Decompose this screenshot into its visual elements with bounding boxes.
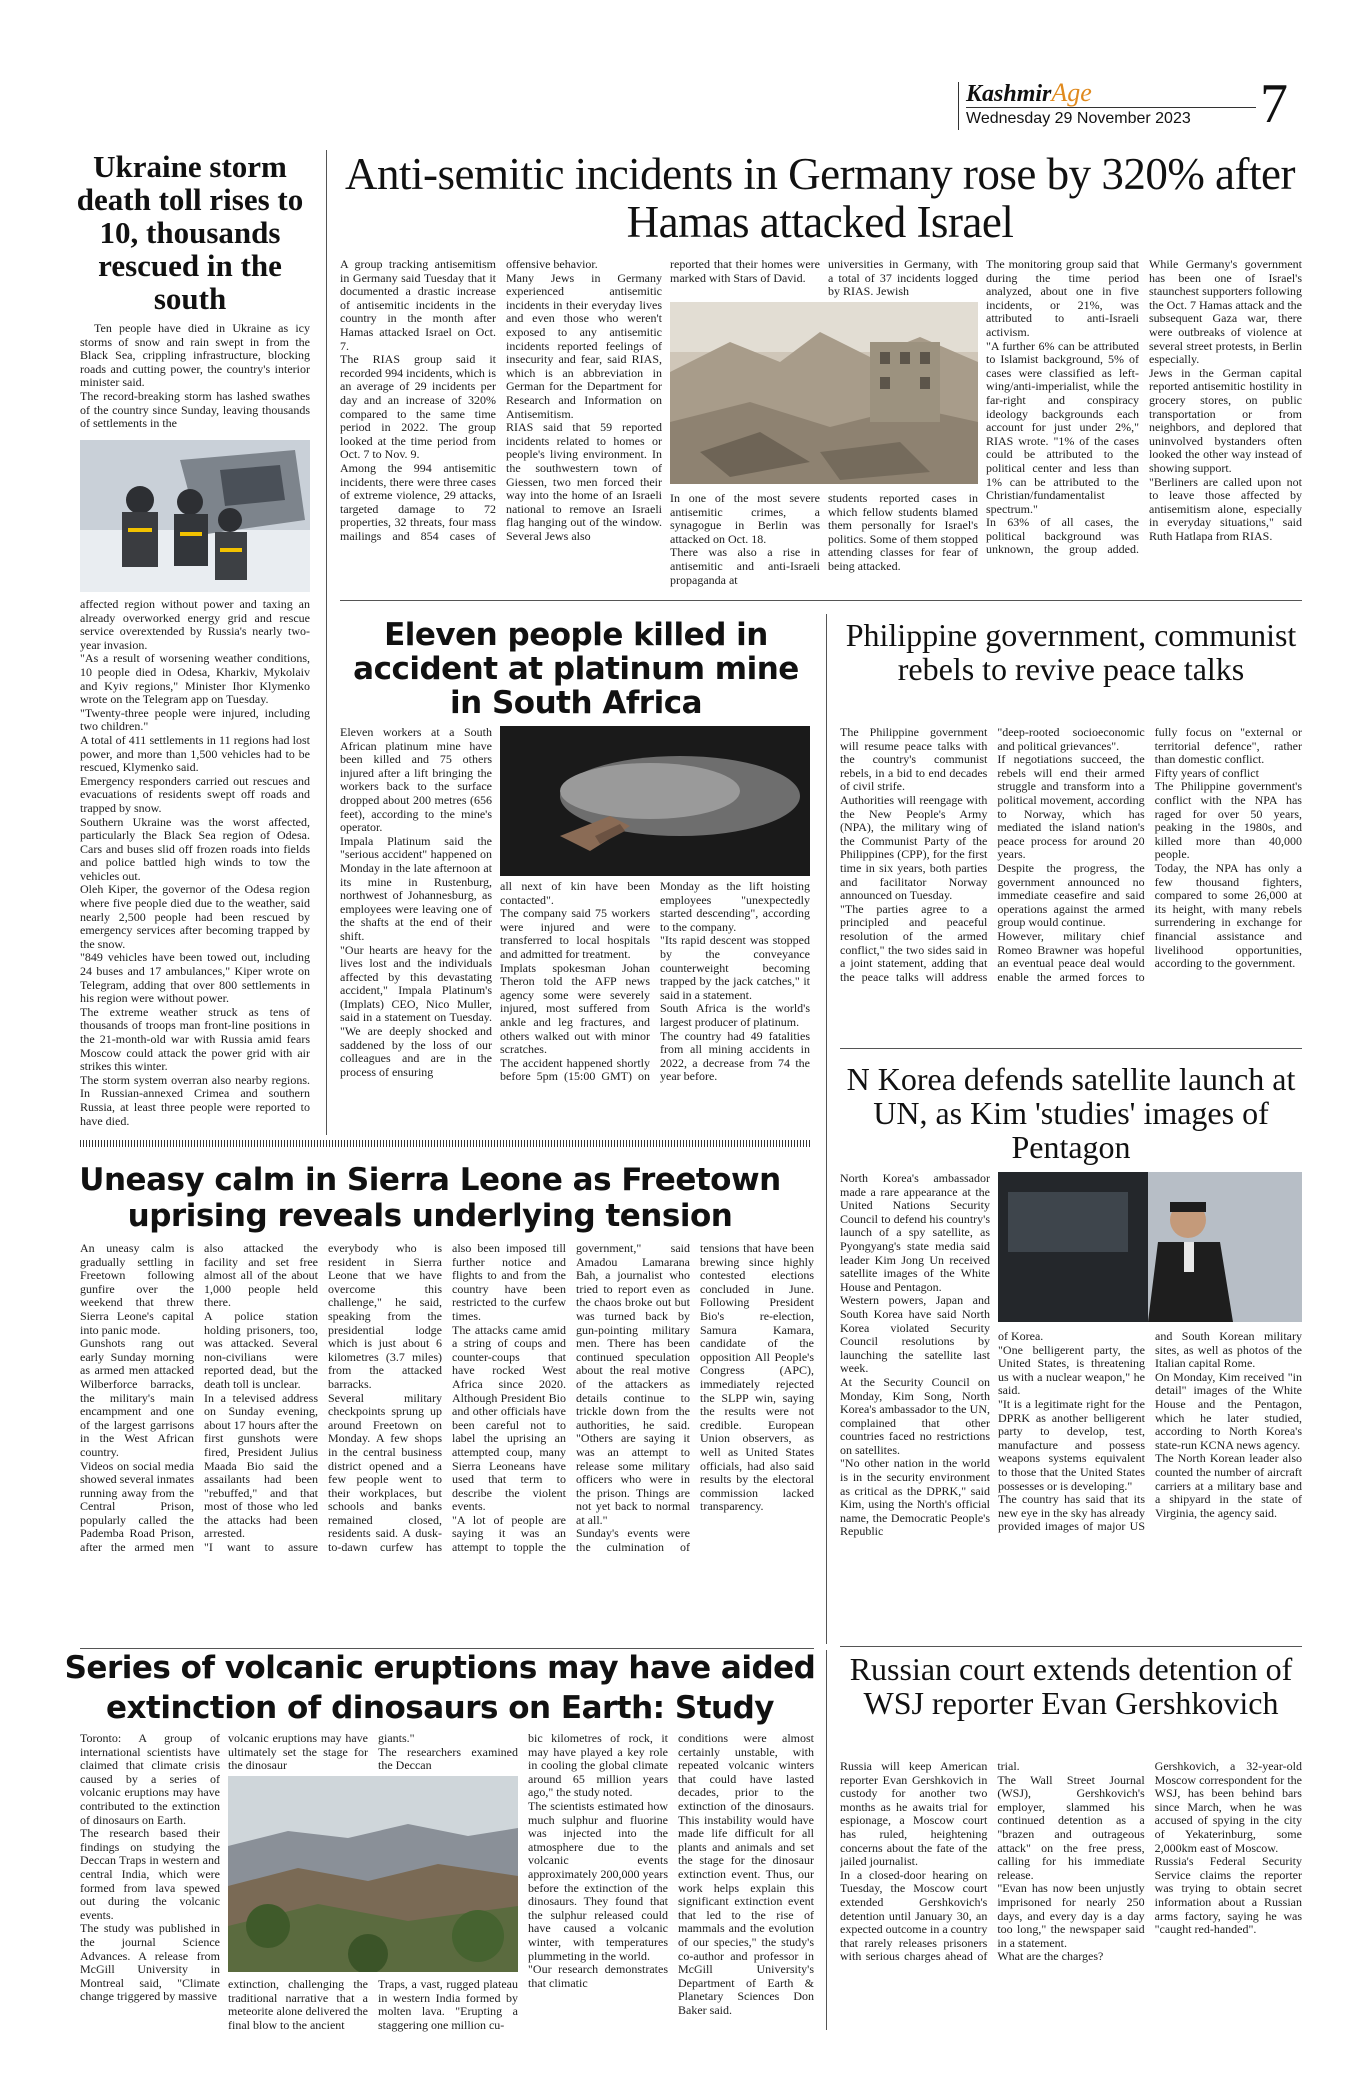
germany-body-mid2-bottom-text: students reported cases in which fellow students blamed them personally for Israel's politics. Some of them stopped attending classes for fear of being attacked. xyxy=(828,492,978,573)
philippine-bottom-rule xyxy=(840,1048,1302,1049)
russia-body-text: Russia will keep American reporter Evan Gershkovich in custody for another two months as he awaits trial for espionage, a Moscow court has ruled, heightening concerns about the fate of the jailed journalist. In a closed-door hearing on Tuesday, the Moscow court extended Gershkovich's detention until January 30, an expected outcome in a country that rarely releases prisoners with serious charges ahead of trial. The Wall Street Journal (WSJ), Gershkovich's employer, slammed his continued detention as a "brazen and outrageous attack" on the free press, calling for his immediate release. "Evan has now been unjustly imprisoned for nearly 250 days, and every day is a day too long," the newspaper said in a statement. What are the charges? Gershkovich, a 32-year-old Moscow correspondent for the WSJ, has been behind bars since March, when he was accused of spying in the city of Yekaterinburg, some 2,000km east of Moscow. Russia's Federal Security Service claims the reporter was trying to obtain secret information about a Russian arms factory, saying he was "caught red-handed". xyxy=(840,1760,1302,1964)
platinum-photo xyxy=(500,726,810,876)
volcano-col2-bottom xyxy=(228,1978,368,2034)
volcano-photo xyxy=(228,1776,518,1972)
germany-bottom-rule xyxy=(340,600,1302,601)
nkorea-headline: N Korea defends satellite launch at UN, as Kim 'studies' images of Pentagon xyxy=(846,1061,1296,1165)
section-separator xyxy=(80,1140,812,1147)
germany-body-right-text: The monitoring group said that during the time period analyzed, about one in five incidents, or 21%, was attributed to anti-Israeli activism. "A further 6% can be attributed to Islamist background, 5% of cases were classified as left-wing/anti-imperialist, while the far-right and conspiracy ideology backgrounds each account for just under 2%," RIAS wrote. "1% of the cases could be attributed to the political center and less than 1% can be attributed to the Christian/fundamentalist spectrum." In 63% of all cases, the political background was unknown, the group added. While Germany's government has been one of Israel's staunchest supporters following the Oct. 7 Hamas attack and the subsequent Gaza war, there were outbreaks of violence at several street protests, in Berlin especially. Jews in the German capital reported antisemitic hostility in grocery stores, on public transportation or from neighbors, and deplored that uninvolved bystanders often looked the other way instead of showing support. "Berliners are called upon not to leave those affected by antisemitism alone, especially in everyday situations," said Ruth Hatlapa from RIAS. xyxy=(986,258,1302,557)
platinum-body-right-text: all next of kin have been contacted". The company said 75 workers were injured and were transferred to local hospitals and admitted for treatment. Implats spokesman Johan Theron told the AFP news agency some were severely injured, most suffered from ankle and leg fractures, and others walked out with minor scratches. The accident happened shortly before 5pm (15:00 GMT) on Monday as the lift hoisting employees "unexpectedly started descending", according to the company. "Its rapid descent was stopped by the conveyance counterweight becoming trapped by the jack catches," it said in a statement. South Africa is the world's largest producer of platinum. The country had 49 fatalities from all mining accidents in 2022, a decrease from 74 the year before. xyxy=(500,880,810,1084)
nkorea-lead xyxy=(840,1172,990,1644)
germany-body-mid-bottom-text: In one of the most severe antisemitic crimes, a synagogue in Berlin was attacked on Oct. 18. There was also a rise in antisemitic and anti-Israeli propaganda at xyxy=(670,492,820,587)
volcano-divider xyxy=(826,1650,827,2030)
brand-accent: Age xyxy=(1051,78,1092,107)
ukraine-divider xyxy=(326,150,327,1135)
germany-body-mid-bottom xyxy=(670,492,820,590)
germany-body-mid-top xyxy=(670,258,820,300)
volcano-col1-text: Toronto: A group of international scientists have claimed that climate crisis caused by a series of volcanic eruptions may have contributed to the extinction of dinosaurs on Earth. The research based their findings on studying the Deccan Traps in western and central India, which were formed from lava spewed out during the volcanic events. The study was published in the journal Science Advances. A release from McGill University in Montreal said, "Climate change triggered by massive xyxy=(80,1732,220,2004)
germany-body-mid2-bottom xyxy=(828,492,978,590)
volcano-col5 xyxy=(678,1732,814,2032)
ukraine-photo xyxy=(80,440,310,592)
volcano-col4 xyxy=(528,1732,668,2032)
ukraine-lead-text: Ten people have died in Ukraine as icy storms of snow and rain swept in from the Black Sea, crippling infrastructure, blocking roads and cutting power, the country's interior minister said. The record-breaking storm has lashed swathes of the country since Sunday, leaving thousands of settlements in the xyxy=(80,322,310,431)
volcano-col2-top xyxy=(228,1732,368,1774)
platinum-divider xyxy=(826,614,827,1644)
sierra-body xyxy=(80,1242,814,1638)
germany-photo xyxy=(670,302,978,484)
germany-headline: Anti-semitic incidents in Germany rose by 320% after Hamas attacked Israel xyxy=(345,149,1295,247)
volcano-col3-bottom xyxy=(378,1978,518,2034)
philippine-body-text: The Philippine government will resume peace talks with the country's communist rebels, in a bid to end decades of civil strife. Authorities will reengage with the New People's Army (NPA), the military wing of the Communist Party of the Philippines (CPP), for the first time in six years, both parties and facilitator Norway announced on Tuesday. "The parties agree to a principled and peaceful resolution of the armed conflict," the two sides said in a joint statement, adding that the peace talks will address "deep-rooted socioeconomic and political grievances". If negotiations succeed, the rebels will end their armed struggle and transform into a political movement, according to Norway, which has mediated the island nation's peace process for around 20 years. Despite the progress, the government announced no immediate ceasefire and said operations against the armed group would continue. However, military chief Romeo Brawner was hopeful an eventual peace deal would enable the armed forces to fully focus on "external or territorial defence", rather than domestic conflict. Fifty years of conflict The Philippine government's conflict with the NPA has raged for over 50 years, peaking in the 1980s, and killed more than 40,000 people. Today, the NPA has only a few thousand fighters, compared to some 26,000 at its height, with many rebels surrendering in exchange for financial assistance and livelihood opportunities, according to the government. xyxy=(840,726,1302,984)
volcano-col3-bottom-text: Traps, a vast, rugged plateau in western India formed by molten lava. "Erupting a staggering one million cu- xyxy=(378,1978,518,2032)
ukraine-body-text: affected region without power and taxing an already overworked energy grid and rescue service overextended by Russia's nearly two-year invasion. "As a result of worsening weather conditions, 10 people died in Odesa, Kharkiv, Mykolaiv and Kyiv regions," Minister Ihor Klymenko wrote on the Telegram app on Tuesday. "Twenty-three people were injured, including two children." A total of 411 settlements in 11 regions had lost power, and more than 1,500 vehicles had to be rescued, Klymenko said. Emergency responders carried out rescues and evacuations of residents swept off roads and trapped by snow. Southern Ukraine was the worst affected, particularly the Black Sea region of Odesa. Cars and buses slid off frozen roads into fields and police battled high winds to tow the vehicles out. Oleh Kiper, the governor of the Odesa region where five people died due to the weather, said nearly 2,500 people had been rescued by emergency services after becoming trapped by the snow. "849 vehicles have been towed out, including 24 buses and 17 ambulances," Kiper wrote on Telegram, adding that over 800 settlements in his region were without power. The extreme weather struck as tens of thousands of troops man front-line positions in the 21-month-old war with Russia amid fears Moscow could attack the power grid with air strikes this winter. The storm system overran also nearby regions. In Russian-annexed Crimea and southern Russia, at least three people were reported to have died. xyxy=(80,598,310,1128)
platinum-body-right xyxy=(500,880,810,1136)
platinum-body-left xyxy=(340,726,492,1136)
nkorea-body-text: of Korea. "One belligerent party, the United States, is threatening us with a nuclear weapon," he said. "It is a legitimate right for the DPRK as another belligerent party to develop, test, manufacture and possess weapons systems equivalent to those that the United States possesses or is developing." The country has said that its new eye in the sky has already provided images of major US and South Korean military sites, as well as photos of the Italian capital Rome. On Monday, Kim received "in detail" images of the White House and the Pentagon, which he later studied, according to North Korea's state-run KCNA news agency. The North Korean leader also counted the number of aircraft carriers at a military base and a shipyard in the state of Virginia, the agency said. xyxy=(998,1330,1302,1534)
philippine-headline: Philippine government, communist rebels to revive peace talks xyxy=(845,617,1297,687)
masthead-date-rule xyxy=(966,107,1256,108)
philippine-body xyxy=(840,726,1302,1032)
ukraine-headline: Ukraine storm death toll rises to 10, thousands rescued in the south xyxy=(76,149,304,316)
germany-body-mid2-top-text: universities in Germany, with a total of 37 incidents logged by RIAS. Jewish xyxy=(828,258,978,299)
platinum-body-left-text: Eleven workers at a South African platinum mine have been killed and 75 others injured after a lift bringing the workers back to the surface dropped about 200 metres (656 feet), according to the mine's operator. Impala Platinum said the "serious accident" happened on Monday in the late afternoon at its mine in Rustenburg, northwest of Johannesburg, as employees were leaving one of the shafts at the end of their shift. "Our hearts are heavy for the lives lost and the individuals affected by this devastating accident," Impala Platinum's (Implats) CEO, Nico Muller, said in a statement on Tuesday. "We are deeply shocked and saddened by the loss of our colleagues and are in the process of ensuring xyxy=(340,726,492,1079)
ukraine-body xyxy=(80,598,310,1138)
nkorea-lead-text: North Korea's ambassador made a rare appearance at the United Nations Security Council to defend his country's launch of a spy satellite, as Pyongyang's state media said leader Kim Jong Un received satellite images of the White House and Pentagon. Western powers, Japan and South Korea have said North Korea violated Security Council resolutions by launching the satellite last week. At the Security Council on Monday, Kim Song, North Korea's ambassador to the UN, complained that other countries faced no restrictions on satellites. "No other nation in the world is in the security environment as critical as the DPRK," said Kim, using the North's official name, the Democratic People's Republic xyxy=(840,1172,990,1539)
russia-headline: Russian court extends detention of WSJ reporter Evan Gershkovich xyxy=(849,1651,1293,1721)
volcano-col2-bottom-text: extinction, challenging the traditional narrative that a meteorite alone delivered the final blow to the ancient xyxy=(228,1978,368,2032)
masthead-rule-left xyxy=(958,82,959,130)
page-number: 7 xyxy=(1260,73,1288,135)
volcano-col1 xyxy=(80,1732,220,2032)
nkorea-body xyxy=(998,1330,1302,1644)
brand-logo xyxy=(966,80,1092,107)
volcano-col5-text: conditions were almost certainly unstable, with repeated volcanic winters that could have lasted decades, prior to the extinction of the dinosaurs. This instability would have made life difficult for all plants and animals and set the stage for the dinosaur extinction event. Thus, our work helps explain this significant extinction event that led to the rise of mammals and the evolution of our species," the study's co-author and professor in McGill University's Department of Earth & Planetary Sciences Don Baker said. xyxy=(678,1732,814,2017)
volcano-col3-top xyxy=(378,1732,518,1774)
issue-date: Wednesday 29 November 2023 xyxy=(966,110,1191,127)
masthead xyxy=(958,73,1348,135)
volcano-col2-top-text: volcanic eruptions may have ultimately set the stage for the dinosaur xyxy=(228,1732,368,1773)
germany-body-mid-top-text: reported that their homes were marked with Stars of David. xyxy=(670,258,820,285)
germany-body-left-text: A group tracking antisemitism in Germany said Tuesday that it documented a drastic increase of antisemitic incidents in the country in the month after Hamas attacked Israel on Oct. 7. The RIAS group said it recorded 994 incidents, which is an average of 29 incidents per day and an increase of 320% compared to the same time period in 2022. The group looked at the time period from Oct. 7 to Nov. 9. Among the 994 antisemitic incidents, there were three cases of extreme violence, 29 attacks, targeted damage to 72 properties, 32 threats, four mass mailings and 854 cases of offensive behavior. Many Jews in Germany experienced antisemitic incidents in their everyday lives and even those who weren't exposed to any antisemitic incidents reported feelings of insecurity and fear, said RIAS, which is an abbreviation in German for the Department for Research and Information on Antisemitism. RIAS said that 59 reported incidents related to homes or people's living environment. In the southwestern town of Giessen, two men forced their way into the home of an Israeli national to remove an Israeli flag hanging out of the window. Several Jews also xyxy=(340,258,662,543)
sierra-body-text: An uneasy calm is gradually settling in Freetown following gunfire over the weekend that threw Sierra Leone's capital into panic mode. Gunshots rang out early Sunday morning as armed men attacked Wilberforce barracks, the military's main encampment and one of the largest garrisons in the West African country. Videos on social media showed several inmates running away from the Central Prison, popularly called the Pademba Road Prison, after the armed men also attacked the facility and set free almost all of the about 1,000 people held there. A police station holding prisoners, too, was attacked. Several non-civilians were reported dead, but the death toll is unclear. In a televised address on Sunday evening, about 17 hours after the first gunshots were fired, President Julius Maada Bio said the assailants had been "rebuffed," and that most of those who led the attacks had been arrested. "I want to assure everybody who is resident in Sierra Leone that we have overcome this challenge," he said, speaking from the presidential lodge which is just about 6 kilometres (3.7 miles) from the attacked barracks. Several military checkpoints sprung up around Freetown on Monday. A few shops in the central business district opened and a few people went to their workplaces, but schools and banks remained closed, residents said. A dusk-to-dawn curfew has also been imposed till further notice and flights to and from the country have been restricted to the curfew times. The attacks came amid a string of coups and counter-coups that have rocked West Africa since 2020. Although President Bio and other officials have been careful not to label the uprising an attempted coup, many Sierra Leoneans have used that term to describe the violent events. "A lot of people are saying it was an attempt to topple the government," said Amadou Lamarana Bah, a journalist who tried to report even as the chaos broke out but was turned back by gun-pointing military men. There has been continued speculation about the real motive of the attackers as details continue to trickle down from the authorities, he said. "Others are saying it was an attempt to release some military officers who were in the prison. Things are not yet back to normal at all." Sunday's events were the culmination of tensions that have been brewing since highly contested elections concluded in June. Following President Bio's re-election, Samura Kamara, candidate of the opposition All People's Congress (APC), immediately rejected the SLPP win, saying the results were not credible. European Union observers, as well as United States officials, had also said results by the electoral commission lacked transparency. xyxy=(80,1242,814,1555)
ukraine-lead xyxy=(80,322,310,440)
platinum-headline: Eleven people killed in accident at platinum mine in South Africa xyxy=(353,617,799,721)
volcano-col3-top-text: giants." The researchers examined the Deccan xyxy=(378,1732,518,1773)
russia-body xyxy=(840,1760,1302,2030)
sierra-headline: Uneasy calm in Sierra Leone as Freetown uprising reveals underlying tension xyxy=(79,1162,781,1234)
germany-body-right xyxy=(986,258,1302,590)
nkorea-photo xyxy=(998,1172,1302,1322)
brand-main: Kashmir xyxy=(966,81,1052,107)
volcano-col4-text: bic kilometres of rock, it may have played a key role in cooling the global climate around 65 million years ago," the study noted. The scientists estimated how much sulphur and fluorine was injected into the atmosphere due to the volcanic events approximately 200,000 years before the extinction of the dinosaurs. They found that the sulphur released could have caused a volcanic winter, with temperatures plummeting in the world. "Our research demonstrates that climatic xyxy=(528,1732,668,1990)
germany-body-left xyxy=(340,258,662,590)
germany-body-mid2-top xyxy=(828,258,978,300)
volcano-headline: Series of volcanic eruptions may have aided extinction of dinosaurs on Earth: Study xyxy=(64,1650,816,1726)
russia-top-rule xyxy=(840,1646,1302,1647)
